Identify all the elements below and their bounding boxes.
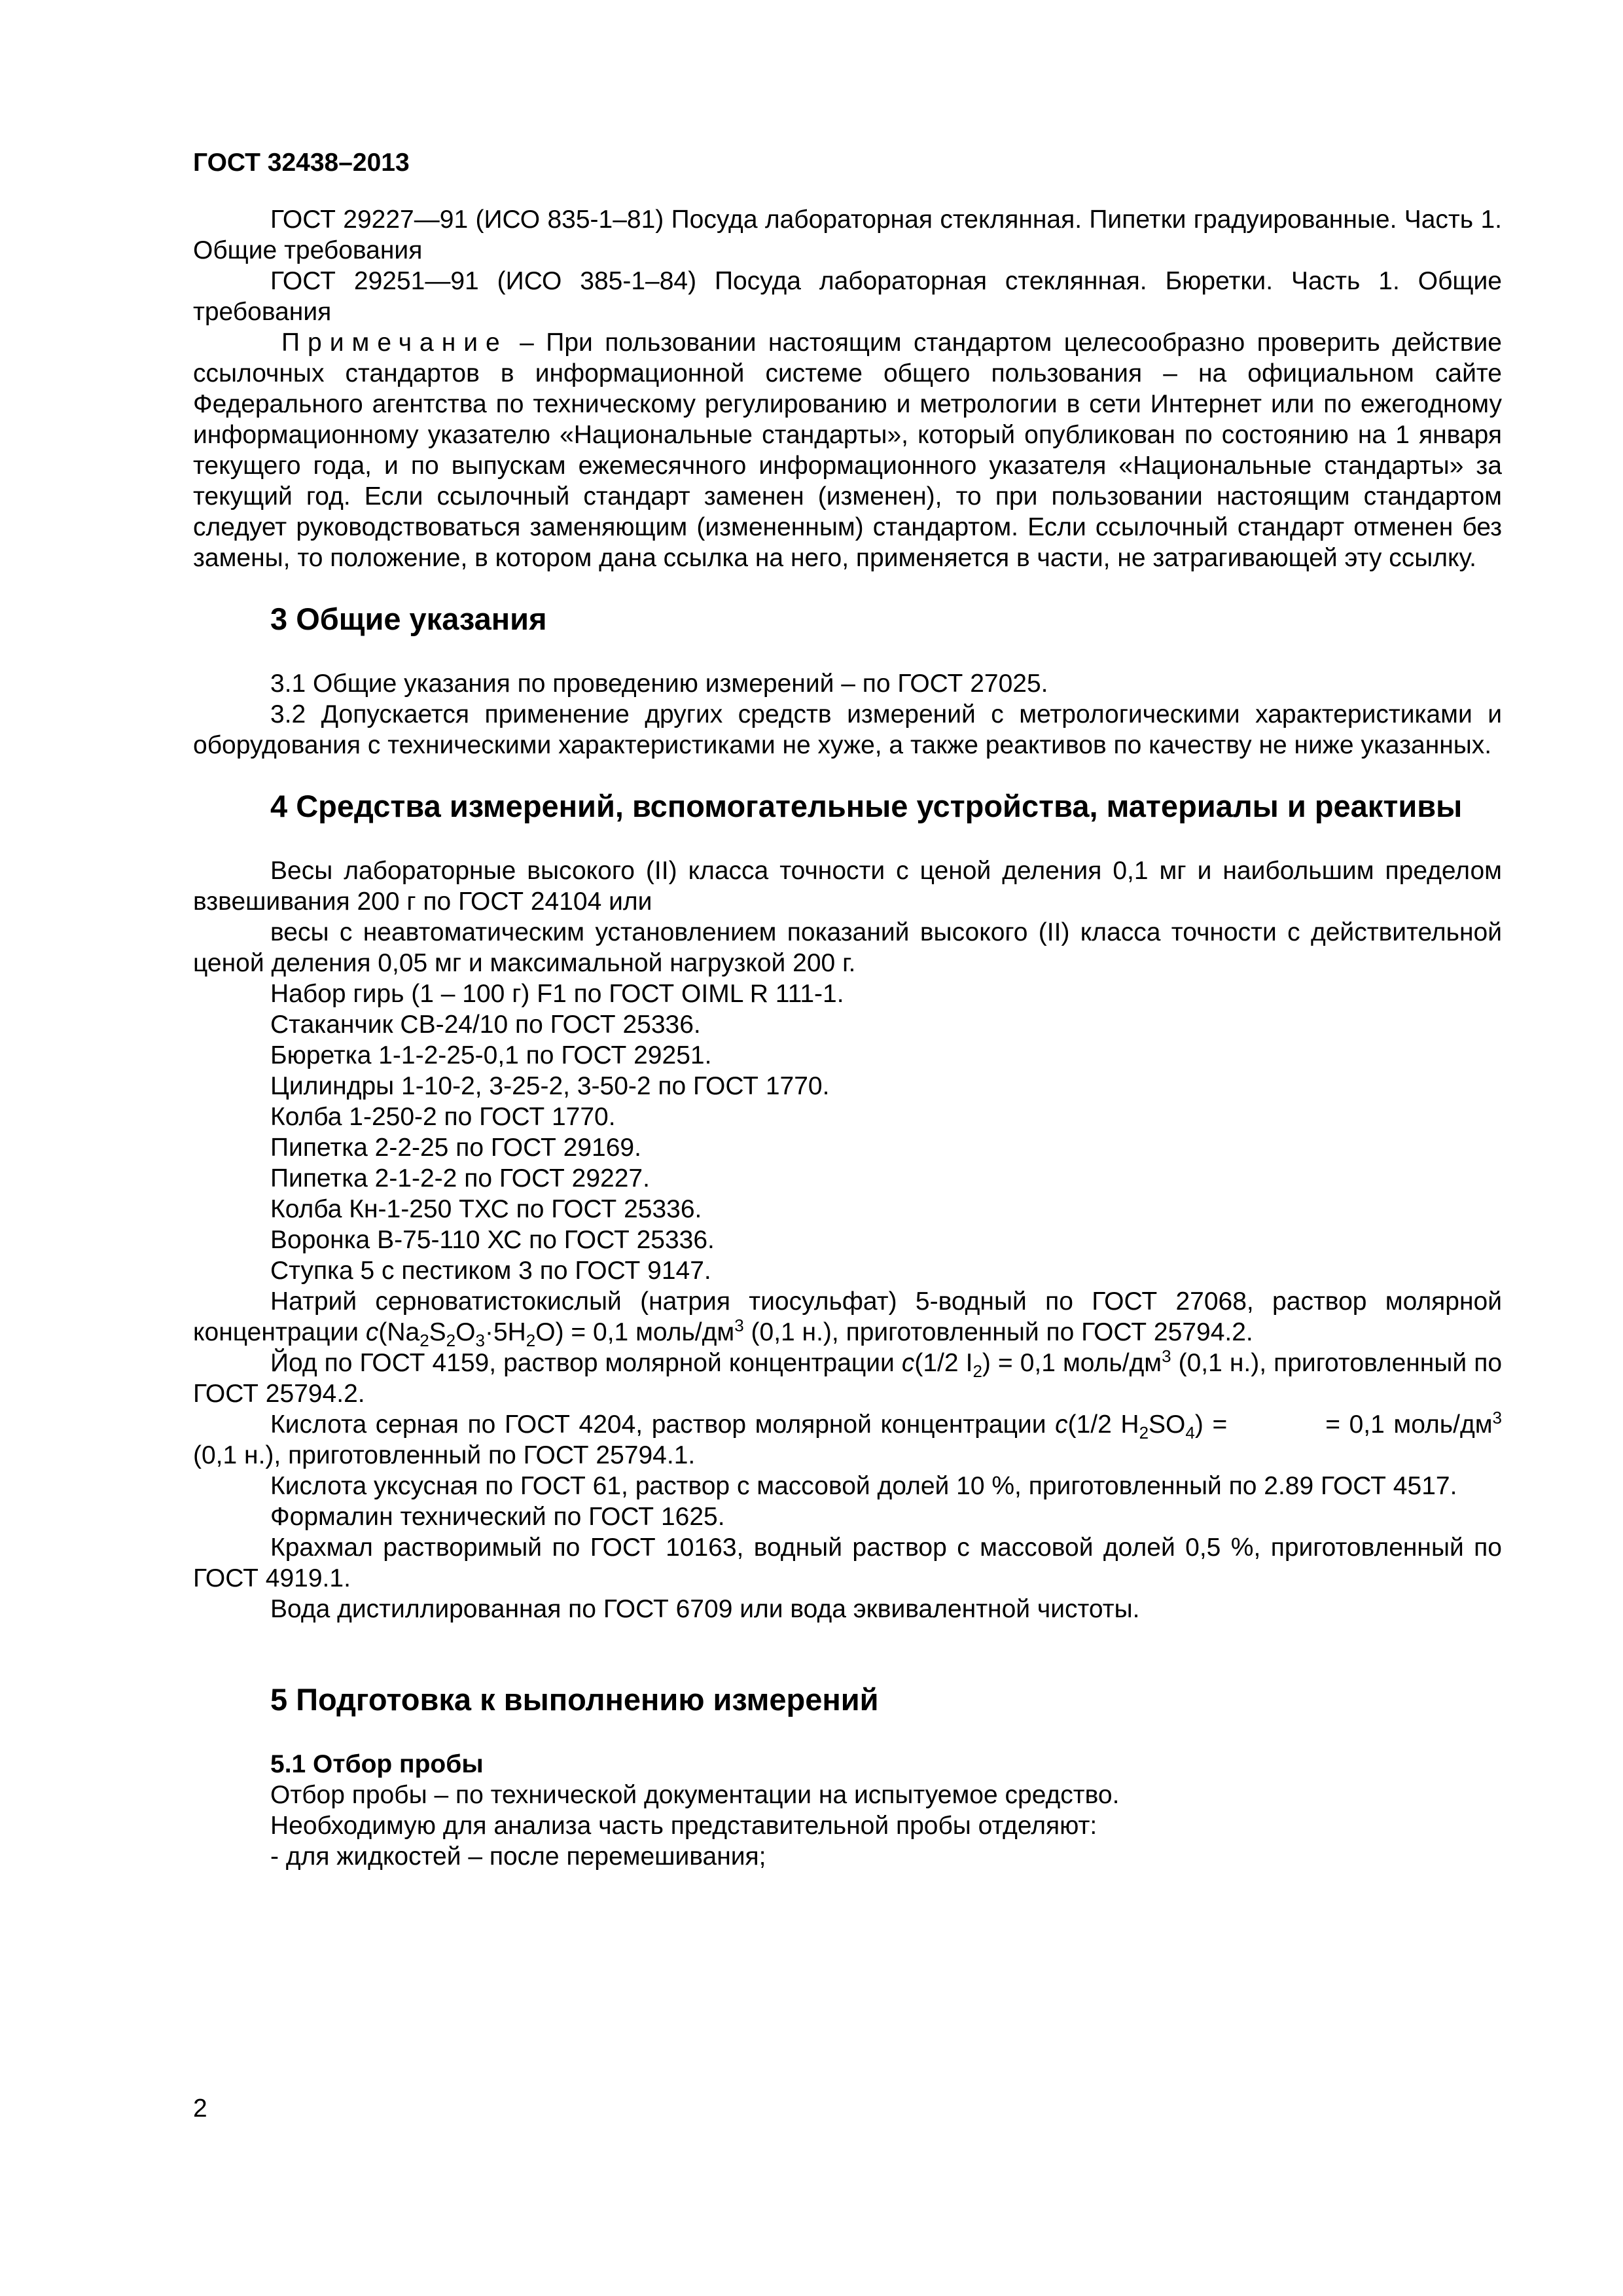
thiosulfate-item: Натрий серноватистокислый (натрия тиосульфат) 5-водный по ГОСТ 27068, раствор молярной концентрации $c(Na_2S_2O_3\cdot 5H_2O) = 0,1$ моль/$дм^3$ (0,1 н.), приготовленный по ГОСТ 25794.2.: [193, 1287, 1502, 1350]
sulfuric-acid-item: Кислота серная по ГОСТ 4204, раствор молярной концентрации c(1/2 $H_2SO_4$) = = 0,1 моль/$дм^3$ (0,1 н.), приготовленный по ГОСТ 25794.1.: [193, 1408, 1503, 1469]
page-number: 2: [193, 2094, 207, 2123]
ref-gost-29227: ГОСТ 29227—91 (ИСО 835-1–81) Посуда лабораторная стеклянная. Пипетки градуированные. Часть 1. Общие требования: [193, 206, 1502, 264]
list-item: Крахмал растворимый по ГОСТ 10163, водный раствор с массовой долей 0,5 %, приготовленный по ГОСТ 4919.1.: [193, 1534, 1502, 1592]
list-item: Весы лабораторные высокого (II) класса точности с ценой деления 0,1 мг и наибольшим пределом взвешивания 200 г по ГОСТ 24104 или: [193, 857, 1502, 916]
list-item: Кислота уксусная по ГОСТ 61, раствор с массовой долей 10 %, приготовленный по 2.89 ГОСТ 4517.: [270, 1472, 1457, 1500]
section-3-2: 3.2 Допускается применение других средств измерений с метрологическими характеристиками и оборудования с техническими характеристиками не хуже, а также реактивов по качеству не ниже указанных.: [193, 700, 1502, 759]
section-3-1: 3.1 Общие указания по проведению измерений – по ГОСТ 27025.: [270, 670, 1048, 698]
page-header: ГОСТ 32438–2013: [193, 149, 410, 177]
list-item: Бюретка 1-1-2-25-0,1 по ГОСТ 29251.: [270, 1041, 712, 1069]
section-3-title: 3 Общие указания: [270, 601, 547, 636]
list-item: - для жидкостей – после перемешивания;: [270, 1842, 766, 1871]
note-label: Примечание: [281, 329, 508, 357]
section-5-1-title: 5.1 Отбор пробы: [270, 1750, 484, 1778]
list-item: Необходимую для анализа часть представительной пробы отделяют:: [270, 1812, 1097, 1840]
list-item: Вода дистиллированная по ГОСТ 6709 или вода эквивалентной чистоты.: [270, 1595, 1140, 1623]
list-item: весы с неавтоматическим установлением показаний высокого (II) класса точности с действительной ценой деления 0,05 мг и максимальной нагрузкой 200 г.: [193, 918, 1502, 977]
list-item: Стаканчик СВ-24/10 по ГОСТ 25336.: [270, 1011, 701, 1039]
section-4-title: 4 Средства измерений, вспомогательные устройства, материалы и реактивы: [270, 789, 1463, 823]
list-item: Колба Кн-1-250 ТХС по ГОСТ 25336.: [270, 1195, 702, 1223]
list-item: Пипетка 2-1-2-2 по ГОСТ 29227.: [270, 1164, 650, 1193]
list-item: Воронка В-75-110 ХС по ГОСТ 25336.: [270, 1226, 715, 1254]
page-content: [193, 147, 1502, 1872]
note-text: – При пользовании настоящим стандартом целесообразно проверить действие ссылочных стандартов в информационной системе общего пользования – на официальном сайте Федерального агентства по техническому регулированию и метрологии в сети Интернет или по ежегодному информационному указателю «Национальные стандарты», который опубликован по состоянию на 1 января текущего года, и по выпускам ежемесячного информационного указателя «Национальные стандарты» за текущий год. Если ссылочный стандарт заменен (изменен), то при пользовании настоящим стандартом следует руководствоваться заменяющим (измененным) стандартом. Если ссылочный стандарт отменен без замены, то положение, в котором дана ссылка на него, применяется в части, не затрагивающей эту ссылку.: [193, 329, 1502, 572]
note-paragraph: [193, 327, 1502, 573]
ref-gost-29251: ГОСТ 29251—91 (ИСО 385-1–84) Посуда лабораторная стеклянная. Бюретки. Часть 1. Общие требования: [193, 267, 1502, 326]
list-item: Ступка 5 с пестиком 3 по ГОСТ 9147.: [270, 1257, 711, 1285]
list-item: Набор гирь (1 – 100 г) F1 по ГОСТ OIML R 111-1.: [270, 980, 844, 1008]
list-item: Цилиндры 1-10-2, 3-25-2, 3-50-2 по ГОСТ 1770.: [270, 1072, 830, 1100]
list-item: Отбор пробы – по технической документации на испытуемое средство.: [270, 1781, 1120, 1809]
list-item: Формалин технический по ГОСТ 1625.: [270, 1503, 725, 1531]
list-item: Колба 1-250-2 по ГОСТ 1770.: [270, 1103, 616, 1131]
section-5-title: 5 Подготовка к выполнению измерений: [270, 1682, 879, 1717]
list-item: Пипетка 2-2-25 по ГОСТ 29169.: [270, 1134, 641, 1162]
iodine-item: Йод по ГОСТ 4159, раствор молярной концентрации c(1/2 $I_2) = 0,1$ моль/$дм^3$ (0,1 н.), приготовленный по ГОСТ 25794.2.: [193, 1346, 1503, 1408]
